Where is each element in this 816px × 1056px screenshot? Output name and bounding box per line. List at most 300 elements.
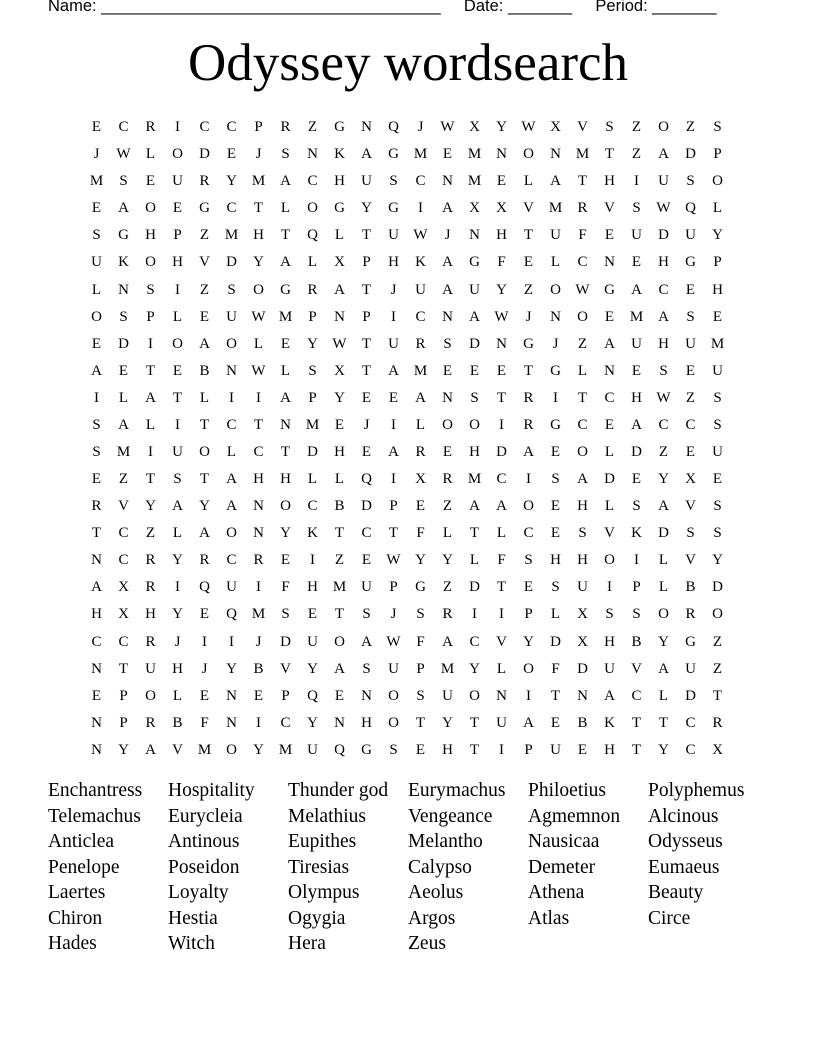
grid-letter[interactable]: D xyxy=(685,146,696,163)
grid-letter[interactable]: E xyxy=(442,443,453,460)
grid-letter[interactable]: S xyxy=(389,741,398,758)
grid-letter[interactable]: U xyxy=(307,633,318,650)
grid-letter[interactable]: U xyxy=(361,173,372,190)
grid-letter[interactable]: I xyxy=(418,200,423,217)
grid-letter[interactable]: Z xyxy=(523,281,534,298)
grid-letter[interactable]: V xyxy=(199,254,210,271)
grid-letter[interactable]: V xyxy=(685,552,696,569)
grid-letter[interactable]: A xyxy=(172,498,183,515)
grid-letter[interactable]: Y xyxy=(712,552,723,569)
grid-letter[interactable]: Y xyxy=(415,552,426,569)
grid-letter[interactable]: M xyxy=(197,741,212,758)
grid-letter[interactable]: R xyxy=(199,552,210,569)
grid-letter[interactable]: H xyxy=(469,443,480,460)
grid-letter[interactable]: H xyxy=(550,552,561,569)
grid-letter[interactable]: L xyxy=(469,552,480,569)
grid-letter[interactable]: H xyxy=(388,254,399,271)
grid-letter[interactable]: E xyxy=(685,362,696,379)
grid-letter[interactable]: I xyxy=(472,606,477,623)
grid-letter[interactable]: Y xyxy=(442,714,453,731)
grid-letter[interactable]: Q xyxy=(388,119,399,136)
grid-letter[interactable]: I xyxy=(229,633,234,650)
grid-letter[interactable]: R xyxy=(415,335,426,352)
grid-letter[interactable]: M xyxy=(548,200,563,217)
grid-letter[interactable]: C xyxy=(658,416,669,433)
grid-letter[interactable]: E xyxy=(199,606,210,623)
grid-letter[interactable]: R xyxy=(145,633,156,650)
grid-letter[interactable]: Y xyxy=(307,714,318,731)
grid-letter[interactable]: O xyxy=(550,281,561,298)
grid-letter[interactable]: N xyxy=(361,687,372,704)
grid-letter[interactable]: F xyxy=(497,254,506,271)
grid-letter[interactable]: H xyxy=(658,335,669,352)
grid-letter[interactable]: L xyxy=(658,552,669,569)
grid-letter[interactable]: T xyxy=(523,362,534,379)
grid-letter[interactable]: G xyxy=(334,119,345,136)
grid-letter[interactable]: Y xyxy=(334,389,345,406)
grid-letter[interactable]: E xyxy=(442,146,453,163)
grid-letter[interactable]: O xyxy=(388,687,399,704)
grid-letter[interactable]: L xyxy=(415,416,426,433)
grid-letter[interactable]: V xyxy=(577,119,588,136)
grid-letter[interactable]: L xyxy=(334,227,345,244)
grid-letter[interactable]: N xyxy=(118,281,129,298)
grid-letter[interactable]: M xyxy=(251,173,266,190)
grid-letter[interactable]: M xyxy=(440,660,455,677)
grid-letter[interactable]: E xyxy=(226,146,237,163)
grid-letter[interactable]: I xyxy=(607,579,612,596)
grid-letter[interactable]: A xyxy=(415,389,426,406)
grid-letter[interactable]: F xyxy=(200,714,209,731)
grid-letter[interactable]: P xyxy=(173,227,182,244)
grid-letter[interactable]: T xyxy=(118,660,129,677)
grid-letter[interactable]: P xyxy=(524,606,533,623)
grid-letter[interactable]: P xyxy=(362,254,371,271)
grid-letter[interactable]: A xyxy=(604,335,615,352)
grid-letter[interactable]: E xyxy=(91,471,102,488)
grid-letter[interactable]: M xyxy=(251,606,266,623)
grid-letter[interactable]: C xyxy=(307,173,318,190)
grid-letter[interactable]: L xyxy=(172,308,183,325)
grid-letter[interactable]: O xyxy=(334,633,345,650)
grid-letter[interactable]: J xyxy=(363,416,370,433)
grid-letter[interactable]: Y xyxy=(523,633,534,650)
grid-letter[interactable]: C xyxy=(118,633,129,650)
grid-letter[interactable]: E xyxy=(361,552,372,569)
grid-letter[interactable]: T xyxy=(415,714,426,731)
grid-letter[interactable]: S xyxy=(146,281,155,298)
grid-letter[interactable]: H xyxy=(145,606,156,623)
grid-letter[interactable]: C xyxy=(685,714,696,731)
grid-letter[interactable]: W xyxy=(656,200,671,217)
grid-letter[interactable]: C xyxy=(658,281,669,298)
grid-letter[interactable]: K xyxy=(118,254,129,271)
grid-letter[interactable]: L xyxy=(118,389,129,406)
grid-letter[interactable]: X xyxy=(334,254,345,271)
grid-letter[interactable]: L xyxy=(604,443,615,460)
grid-letter[interactable]: E xyxy=(550,443,561,460)
grid-letter[interactable]: A xyxy=(145,389,156,406)
grid-letter[interactable]: P xyxy=(254,119,263,136)
grid-letter[interactable]: Y xyxy=(307,335,318,352)
grid-letter[interactable]: V xyxy=(685,498,696,515)
grid-letter[interactable]: Q xyxy=(685,200,696,217)
grid-letter[interactable]: J xyxy=(552,335,559,352)
grid-letter[interactable]: C xyxy=(604,389,615,406)
grid-letter[interactable]: W xyxy=(116,146,131,163)
grid-letter[interactable]: N xyxy=(604,254,615,271)
grid-letter[interactable]: N xyxy=(469,227,480,244)
grid-letter[interactable]: E xyxy=(442,362,453,379)
grid-letter[interactable]: I xyxy=(175,579,180,596)
grid-letter[interactable]: I xyxy=(391,308,396,325)
grid-letter[interactable]: Q xyxy=(307,227,318,244)
grid-letter[interactable]: R xyxy=(253,552,264,569)
grid-letter[interactable]: C xyxy=(280,714,291,731)
grid-letter[interactable]: C xyxy=(577,416,588,433)
grid-letter[interactable]: U xyxy=(415,281,426,298)
grid-letter[interactable]: A xyxy=(442,281,453,298)
grid-letter[interactable]: X xyxy=(712,741,723,758)
grid-letter[interactable]: F xyxy=(497,552,506,569)
grid-letter[interactable]: S xyxy=(713,119,722,136)
grid-letter[interactable]: T xyxy=(361,335,372,352)
grid-letter[interactable]: F xyxy=(281,579,290,596)
grid-letter[interactable]: O xyxy=(523,660,534,677)
grid-letter[interactable]: U xyxy=(550,741,561,758)
grid-letter[interactable]: Z xyxy=(658,443,669,460)
grid-letter[interactable]: I xyxy=(229,389,234,406)
grid-letter[interactable]: I xyxy=(202,633,207,650)
grid-letter[interactable]: J xyxy=(255,633,262,650)
grid-letter[interactable]: S xyxy=(119,173,128,190)
grid-letter[interactable]: S xyxy=(632,200,641,217)
grid-letter[interactable]: Y xyxy=(658,471,669,488)
grid-letter[interactable]: N xyxy=(226,687,237,704)
grid-letter[interactable]: N xyxy=(550,146,561,163)
grid-letter[interactable]: A xyxy=(577,471,588,488)
grid-letter[interactable]: M xyxy=(305,416,320,433)
grid-letter[interactable]: I xyxy=(310,552,315,569)
grid-letter[interactable]: H xyxy=(577,552,588,569)
grid-letter[interactable]: X xyxy=(415,471,426,488)
grid-letter[interactable]: R xyxy=(442,606,453,623)
grid-letter[interactable]: Z xyxy=(631,119,642,136)
grid-letter[interactable]: O xyxy=(469,416,480,433)
grid-letter[interactable]: C xyxy=(361,525,372,542)
grid-letter[interactable]: Y xyxy=(199,498,210,515)
grid-letter[interactable]: S xyxy=(686,308,695,325)
grid-letter[interactable]: D xyxy=(685,687,696,704)
grid-letter[interactable]: N xyxy=(91,714,102,731)
grid-letter[interactable]: Z xyxy=(577,335,588,352)
grid-letter[interactable]: R xyxy=(415,443,426,460)
grid-letter[interactable]: O xyxy=(145,687,156,704)
grid-letter[interactable]: I xyxy=(499,606,504,623)
grid-letter[interactable]: A xyxy=(658,308,669,325)
grid-letter[interactable]: X xyxy=(469,119,480,136)
grid-letter[interactable]: C xyxy=(496,471,507,488)
grid-letter[interactable]: G xyxy=(280,281,291,298)
grid-letter[interactable]: S xyxy=(713,498,722,515)
grid-letter[interactable]: L xyxy=(604,498,615,515)
grid-letter[interactable]: M xyxy=(467,471,482,488)
grid-letter[interactable]: Y xyxy=(118,741,129,758)
grid-letter[interactable]: I xyxy=(634,552,639,569)
grid-letter[interactable]: R xyxy=(199,173,210,190)
grid-letter[interactable]: Z xyxy=(118,471,129,488)
grid-letter[interactable]: G xyxy=(550,416,561,433)
grid-letter[interactable]: A xyxy=(550,173,561,190)
grid-letter[interactable]: T xyxy=(469,741,480,758)
grid-letter[interactable]: O xyxy=(172,146,183,163)
grid-letter[interactable]: E xyxy=(253,687,264,704)
grid-letter[interactable]: Z xyxy=(712,633,723,650)
grid-letter[interactable]: R xyxy=(685,606,696,623)
grid-letter[interactable]: E xyxy=(199,687,210,704)
grid-letter[interactable]: A xyxy=(199,525,210,542)
grid-letter[interactable]: D xyxy=(469,335,480,352)
grid-letter[interactable]: O xyxy=(577,308,588,325)
grid-letter[interactable]: O xyxy=(253,281,264,298)
grid-letter[interactable]: R xyxy=(280,119,291,136)
grid-letter[interactable]: M xyxy=(413,146,428,163)
grid-letter[interactable]: U xyxy=(388,227,399,244)
grid-letter[interactable]: O xyxy=(658,606,669,623)
grid-letter[interactable]: H xyxy=(253,227,264,244)
grid-letter[interactable]: V xyxy=(604,525,615,542)
grid-letter[interactable]: D xyxy=(712,579,723,596)
grid-letter[interactable]: L xyxy=(226,443,237,460)
grid-letter[interactable]: H xyxy=(334,443,345,460)
grid-letter[interactable]: A xyxy=(388,443,399,460)
grid-letter[interactable]: L xyxy=(712,200,723,217)
grid-letter[interactable]: D xyxy=(307,443,318,460)
grid-letter[interactable]: H xyxy=(172,660,183,677)
grid-letter[interactable]: T xyxy=(577,173,588,190)
grid-letter[interactable]: N xyxy=(442,308,453,325)
grid-letter[interactable]: S xyxy=(713,525,722,542)
grid-letter[interactable]: X xyxy=(118,606,129,623)
grid-letter[interactable]: A xyxy=(658,498,669,515)
grid-letter[interactable]: C xyxy=(577,254,588,271)
grid-letter[interactable]: I xyxy=(148,443,153,460)
grid-letter[interactable]: E xyxy=(118,362,129,379)
grid-letter[interactable]: I xyxy=(175,119,180,136)
grid-letter[interactable]: Z xyxy=(685,389,696,406)
grid-letter[interactable]: S xyxy=(227,281,236,298)
grid-letter[interactable]: I xyxy=(526,687,531,704)
grid-letter[interactable]: A xyxy=(442,633,453,650)
grid-letter[interactable]: U xyxy=(307,741,318,758)
grid-letter[interactable]: M xyxy=(278,308,293,325)
grid-letter[interactable]: H xyxy=(712,281,723,298)
grid-letter[interactable]: J xyxy=(201,660,208,677)
grid-letter[interactable]: N xyxy=(91,660,102,677)
grid-letter[interactable]: C xyxy=(415,308,426,325)
grid-letter[interactable]: S xyxy=(416,606,425,623)
grid-letter[interactable]: V xyxy=(118,498,129,515)
grid-letter[interactable]: S xyxy=(632,606,641,623)
grid-letter[interactable]: S xyxy=(443,335,452,352)
grid-letter[interactable]: O xyxy=(658,119,669,136)
grid-letter[interactable]: A xyxy=(523,714,534,731)
grid-letter[interactable]: E xyxy=(523,254,534,271)
grid-letter[interactable]: I xyxy=(256,579,261,596)
grid-letter[interactable]: B xyxy=(577,714,588,731)
grid-letter[interactable]: X xyxy=(469,200,480,217)
grid-letter[interactable]: W xyxy=(386,633,401,650)
grid-letter[interactable]: L xyxy=(550,254,561,271)
grid-letter[interactable]: C xyxy=(631,687,642,704)
grid-letter[interactable]: T xyxy=(91,525,102,542)
grid-letter[interactable]: R xyxy=(523,416,534,433)
grid-letter[interactable]: N xyxy=(334,308,345,325)
grid-letter[interactable]: Y xyxy=(307,660,318,677)
grid-letter[interactable]: G xyxy=(199,200,210,217)
grid-letter[interactable]: M xyxy=(89,173,104,190)
grid-letter[interactable]: O xyxy=(145,200,156,217)
grid-letter[interactable]: D xyxy=(226,254,237,271)
grid-letter[interactable]: H xyxy=(604,633,615,650)
grid-letter[interactable]: Y xyxy=(658,633,669,650)
grid-letter[interactable]: R xyxy=(307,281,318,298)
grid-letter[interactable]: U xyxy=(685,335,696,352)
grid-letter[interactable]: Y xyxy=(226,660,237,677)
grid-letter[interactable]: W xyxy=(656,389,671,406)
grid-letter[interactable]: N xyxy=(496,687,507,704)
grid-letter[interactable]: O xyxy=(712,173,723,190)
grid-letter[interactable]: R xyxy=(712,714,723,731)
grid-letter[interactable]: S xyxy=(686,173,695,190)
grid-letter[interactable]: U xyxy=(388,660,399,677)
date-blank[interactable]: _______ xyxy=(507,0,573,15)
grid-letter[interactable]: P xyxy=(389,498,398,515)
grid-letter[interactable]: U xyxy=(172,443,183,460)
grid-letter[interactable]: M xyxy=(467,173,482,190)
grid-letter[interactable]: J xyxy=(417,119,424,136)
grid-letter[interactable]: Z xyxy=(442,579,453,596)
grid-letter[interactable]: C xyxy=(253,443,264,460)
grid-letter[interactable]: S xyxy=(119,308,128,325)
grid-letter[interactable]: C xyxy=(91,633,102,650)
grid-letter[interactable]: J xyxy=(390,281,397,298)
grid-letter[interactable]: I xyxy=(391,416,396,433)
grid-letter[interactable]: B xyxy=(334,498,345,515)
grid-letter[interactable]: T xyxy=(145,471,156,488)
grid-letter[interactable]: O xyxy=(442,416,453,433)
grid-letter[interactable]: K xyxy=(631,525,642,542)
grid-letter[interactable]: H xyxy=(145,227,156,244)
grid-letter[interactable]: O xyxy=(226,335,237,352)
grid-letter[interactable]: P xyxy=(632,579,641,596)
grid-letter[interactable]: L xyxy=(334,471,345,488)
grid-letter[interactable]: C xyxy=(415,173,426,190)
grid-letter[interactable]: S xyxy=(281,146,290,163)
grid-letter[interactable]: G xyxy=(334,200,345,217)
grid-letter[interactable]: N xyxy=(604,362,615,379)
grid-letter[interactable]: X xyxy=(550,119,561,136)
grid-letter[interactable]: A xyxy=(604,687,615,704)
grid-letter[interactable]: H xyxy=(253,471,264,488)
grid-letter[interactable]: Z xyxy=(199,227,210,244)
grid-letter[interactable]: H xyxy=(604,173,615,190)
grid-letter[interactable]: B xyxy=(631,633,642,650)
grid-letter[interactable]: M xyxy=(710,335,725,352)
grid-letter[interactable]: L xyxy=(199,389,210,406)
grid-letter[interactable]: H xyxy=(280,471,291,488)
grid-letter[interactable]: A xyxy=(226,498,237,515)
grid-letter[interactable]: Y xyxy=(361,200,372,217)
grid-letter[interactable]: P xyxy=(308,308,317,325)
grid-letter[interactable]: T xyxy=(496,579,507,596)
grid-letter[interactable]: L xyxy=(172,687,183,704)
grid-letter[interactable]: E xyxy=(631,254,642,271)
grid-letter[interactable]: R xyxy=(145,579,156,596)
grid-letter[interactable]: L xyxy=(91,281,102,298)
grid-letter[interactable]: T xyxy=(631,741,642,758)
grid-letter[interactable]: C xyxy=(685,416,696,433)
grid-letter[interactable]: G xyxy=(523,335,534,352)
grid-letter[interactable]: C xyxy=(199,119,210,136)
grid-letter[interactable]: N xyxy=(334,714,345,731)
grid-letter[interactable]: S xyxy=(605,606,614,623)
grid-letter[interactable]: V xyxy=(496,633,507,650)
grid-letter[interactable]: D xyxy=(280,633,291,650)
grid-letter[interactable]: H xyxy=(577,498,588,515)
grid-letter[interactable]: I xyxy=(94,389,99,406)
grid-letter[interactable]: Y xyxy=(253,741,264,758)
grid-letter[interactable]: R xyxy=(442,471,453,488)
grid-letter[interactable]: S xyxy=(713,389,722,406)
grid-letter[interactable]: E xyxy=(604,227,615,244)
grid-letter[interactable]: N xyxy=(442,389,453,406)
grid-letter[interactable]: W xyxy=(440,119,455,136)
grid-letter[interactable]: T xyxy=(469,714,480,731)
grid-letter[interactable]: C xyxy=(469,633,480,650)
grid-letter[interactable]: E xyxy=(334,416,345,433)
grid-letter[interactable]: S xyxy=(632,498,641,515)
grid-letter[interactable]: O xyxy=(226,741,237,758)
grid-letter[interactable]: E xyxy=(388,389,399,406)
grid-letter[interactable]: U xyxy=(604,660,615,677)
grid-letter[interactable]: S xyxy=(551,471,560,488)
grid-letter[interactable]: I xyxy=(499,416,504,433)
grid-letter[interactable]: A xyxy=(658,146,669,163)
grid-letter[interactable]: U xyxy=(712,443,723,460)
grid-letter[interactable]: A xyxy=(199,335,210,352)
grid-letter[interactable]: X xyxy=(334,362,345,379)
grid-letter[interactable]: F xyxy=(416,633,425,650)
grid-letter[interactable]: J xyxy=(525,308,532,325)
grid-letter[interactable]: I xyxy=(526,471,531,488)
grid-letter[interactable]: A xyxy=(658,660,669,677)
grid-letter[interactable]: N xyxy=(550,308,561,325)
grid-letter[interactable]: Q xyxy=(307,687,318,704)
grid-letter[interactable]: E xyxy=(280,335,291,352)
grid-letter[interactable]: E xyxy=(685,281,696,298)
grid-letter[interactable]: H xyxy=(496,227,507,244)
grid-letter[interactable]: V xyxy=(631,660,642,677)
grid-letter[interactable]: Y xyxy=(226,173,237,190)
grid-letter[interactable]: R xyxy=(577,200,588,217)
grid-letter[interactable]: N xyxy=(91,741,102,758)
grid-letter[interactable]: N xyxy=(91,552,102,569)
grid-letter[interactable]: L xyxy=(658,579,669,596)
grid-letter[interactable]: E xyxy=(91,335,102,352)
grid-letter[interactable]: C xyxy=(226,119,237,136)
grid-letter[interactable]: J xyxy=(444,227,451,244)
